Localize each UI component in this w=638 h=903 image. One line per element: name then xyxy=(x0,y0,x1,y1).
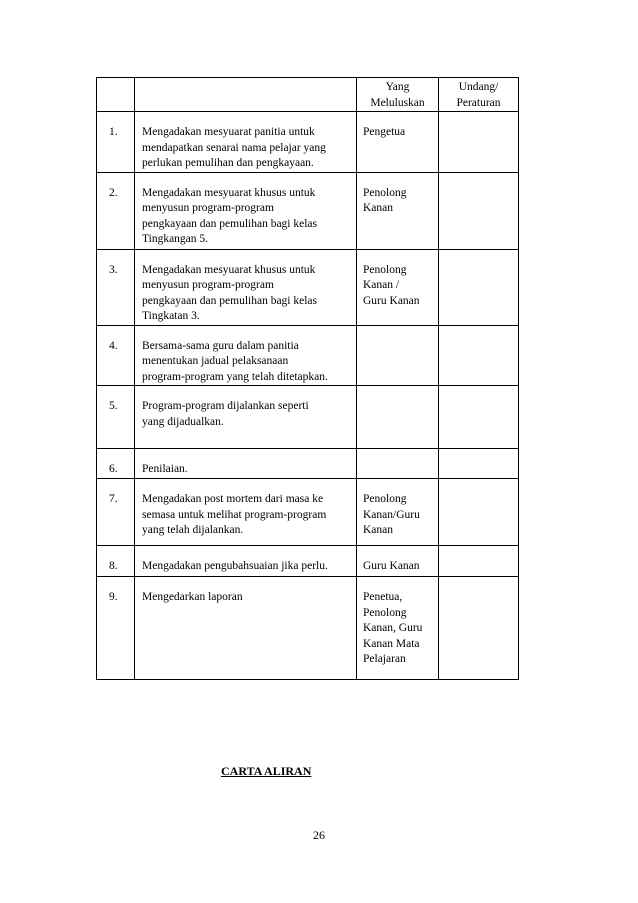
approver-line: Kanan Mata xyxy=(363,637,420,650)
activity-line: menyusun program-program xyxy=(142,279,274,291)
row-activity xyxy=(135,479,357,546)
activity-line: yang telah dijalankan. xyxy=(142,524,244,536)
procedure-table-body xyxy=(97,78,519,680)
row-regulation xyxy=(439,325,519,386)
row-approver xyxy=(357,479,439,546)
approver-line: Kanan, Guru xyxy=(363,622,423,634)
row-approver xyxy=(357,449,439,479)
table-row xyxy=(97,386,519,449)
activity-line: Tingkangan 5. xyxy=(142,233,209,245)
activity-line: Mengadakan mesyuarat panitia untuk xyxy=(142,126,315,138)
table-row xyxy=(97,325,519,386)
row-regulation xyxy=(439,112,519,173)
row-approver xyxy=(357,325,439,386)
row-activity xyxy=(135,546,357,577)
activity-line: perlukan pemulihan dan pengkayaan. xyxy=(142,157,314,169)
activity-line: Mengedarkan laporan xyxy=(142,591,243,603)
approver-line: Kanan xyxy=(363,202,394,214)
approver-line: Penolong xyxy=(363,263,407,276)
approver-line: Penolong xyxy=(363,186,407,199)
activity-line: yang dijadualkan. xyxy=(142,415,224,428)
activity-line: Penilaian. xyxy=(142,463,188,475)
row-regulation xyxy=(439,546,519,577)
procedure-table xyxy=(96,77,519,680)
row-approver xyxy=(357,172,439,249)
table-row xyxy=(97,479,519,546)
table-row xyxy=(97,172,519,249)
row-activity xyxy=(135,325,357,386)
approver-line: Guru Kanan xyxy=(363,560,420,572)
header-cell-activity xyxy=(135,78,357,112)
row-approver xyxy=(357,386,439,449)
row-approver xyxy=(357,577,439,680)
approver-line: Pengetua xyxy=(363,126,406,138)
row-regulation xyxy=(439,172,519,249)
activity-line: Mengadakan pengubahsuaian jika perlu. xyxy=(142,560,328,572)
table-row xyxy=(97,449,519,479)
row-activity xyxy=(135,172,357,249)
header-regulation-line-1: Undang/ xyxy=(458,81,499,93)
row-regulation xyxy=(439,449,519,479)
row-activity xyxy=(135,112,357,173)
row-approver xyxy=(357,249,439,325)
approver-line: Kanan xyxy=(363,524,394,536)
table-row xyxy=(97,112,519,173)
row-number: 3. xyxy=(97,249,135,325)
table-row xyxy=(97,577,519,680)
row-number: 2. xyxy=(97,172,135,249)
row-activity xyxy=(135,249,357,325)
header-cell-regulation xyxy=(439,78,519,112)
row-number: 1. xyxy=(97,112,135,173)
activity-line: pengkayaan dan pemulihan bagi kelas xyxy=(142,217,317,230)
activity-line: Mengadakan mesyuarat khusus untuk xyxy=(142,263,316,276)
approver-line: Pelajaran xyxy=(363,653,406,665)
row-regulation xyxy=(439,479,519,546)
approver-line: Guru Kanan xyxy=(363,294,420,307)
row-activity xyxy=(135,386,357,449)
approver-line: Penetua, xyxy=(363,591,403,603)
row-regulation xyxy=(439,386,519,449)
row-number: 8. xyxy=(97,546,135,577)
activity-line: menyusun program-program xyxy=(142,202,274,214)
header-cell-approver xyxy=(357,78,439,112)
table-row xyxy=(97,249,519,325)
table-header-row xyxy=(97,78,519,112)
activity-line: semasa untuk melihat program-program xyxy=(142,508,327,521)
row-regulation xyxy=(439,249,519,325)
approver-line: Penolong xyxy=(363,606,407,619)
row-approver xyxy=(357,546,439,577)
header-approver-line-1: Yang xyxy=(385,81,410,93)
activity-line: Bersama-sama guru dalam panitia xyxy=(142,339,299,352)
activity-line: Mengadakan post mortem dari masa ke xyxy=(142,493,324,505)
page-number: 26 xyxy=(313,828,325,842)
row-number: 7. xyxy=(97,479,135,546)
row-approver xyxy=(357,112,439,173)
activity-line: pengkayaan dan pemulihan bagi kelas xyxy=(142,294,317,307)
activity-line: program-program yang telah ditetapkan. xyxy=(142,370,328,383)
header-regulation-line-2: Peraturan xyxy=(456,96,501,109)
activity-line: Tingkatan 3. xyxy=(142,310,200,322)
row-activity xyxy=(135,449,357,479)
activity-line: Program-program dijalankan seperti xyxy=(142,400,309,412)
row-number: 5. xyxy=(97,386,135,449)
header-cell-number xyxy=(97,78,135,112)
table-row xyxy=(97,546,519,577)
activity-line: menentukan jadual pelaksanaan xyxy=(142,355,289,367)
activity-line: Mengadakan mesyuarat khusus untuk xyxy=(142,186,316,199)
row-activity xyxy=(135,577,357,680)
approver-line: Kanan / xyxy=(363,279,400,291)
row-regulation xyxy=(439,577,519,680)
section-title: CARTA ALIRAN xyxy=(221,764,312,778)
row-number: 6. xyxy=(97,449,135,479)
activity-line: mendapatkan senarai nama pelajar yang xyxy=(142,141,326,154)
approver-line: Penolong xyxy=(363,493,407,505)
header-approver-line-2: Meluluskan xyxy=(370,96,425,109)
approver-line: Kanan/Guru xyxy=(363,508,420,521)
row-number: 4. xyxy=(97,325,135,386)
row-number: 9. xyxy=(97,577,135,680)
